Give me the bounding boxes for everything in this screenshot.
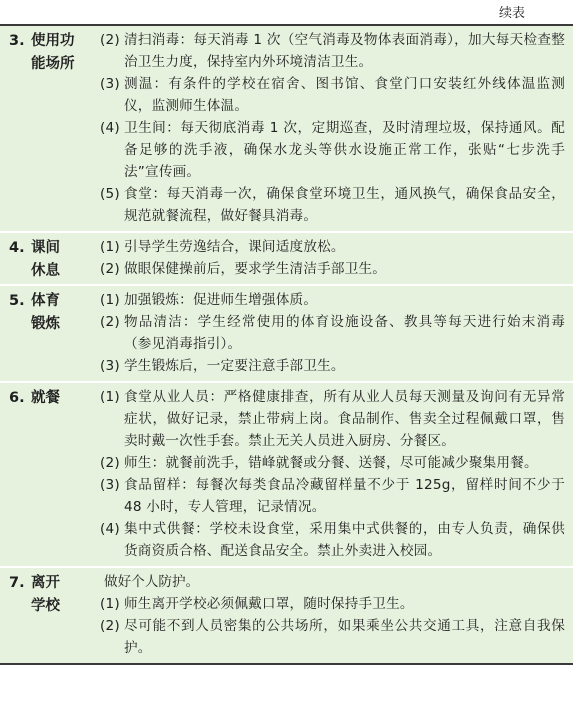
item-number: (3) <box>100 76 120 92</box>
item-number: (2) <box>100 314 120 330</box>
item-text: 集中式供餐：学校未设食堂，采用集中式供餐的，由专人负责，确保供货商资质合格、配送食品安全。禁止外卖进入校园。 <box>124 521 565 559</box>
item-text: 师生离开学校必须佩戴口罩，随时保持手卫生。 <box>124 596 414 612</box>
category-title-line2: 学校 <box>31 598 60 614</box>
item-text: 尽可能不到人员密集的公共场所，如果乘坐公共交通工具，注意自我保护。 <box>124 618 565 656</box>
item-text: 物品清洁：学生经常使用的体育设施设备、教具等每天进行始末消毒（参见消毒指引）。 <box>124 314 565 352</box>
item-text: 卫生间：每天彻底消毒 1 次，定期巡查，及时清理垃圾，保持通风。配备足够的洗手液，确保水龙头等供水设施正常工作，张贴“七步洗手法”宣传画。 <box>124 120 565 180</box>
item-number: (2) <box>100 618 120 634</box>
item-number: (2) <box>100 32 120 48</box>
category-number: 4. <box>9 240 25 256</box>
item-number: (1) <box>100 239 120 255</box>
category-cell <box>0 286 100 381</box>
category-title-line2: 能场所 <box>31 56 75 72</box>
item-number: (2) <box>100 261 120 277</box>
list-item <box>100 236 565 258</box>
item-text: 做眼保健操前后，要求学生清洁手部卫生。 <box>124 261 387 277</box>
items-cell <box>100 233 573 284</box>
category-cell <box>0 568 100 663</box>
items-cell <box>100 26 573 231</box>
item-text: 食堂：每天消毒一次，确保食堂环境卫生，通风换气，确保食品安全，规范就餐流程，做好餐具消毒。 <box>124 186 565 224</box>
items-cell <box>100 568 573 663</box>
category-title: 离开 <box>31 575 60 591</box>
table-row <box>0 568 573 663</box>
item-number: (1) <box>100 389 120 405</box>
item-number: (1) <box>100 596 120 612</box>
item-number: (3) <box>100 477 120 493</box>
list-item <box>100 474 565 518</box>
item-text: 测温：有条件的学校在宿舍、图书馆、食堂门口安装红外线体温监测仪，监测师生体温。 <box>124 76 565 114</box>
item-number: (2) <box>100 455 120 471</box>
list-item <box>100 593 565 615</box>
list-item <box>100 73 565 117</box>
item-number: (5) <box>100 186 120 202</box>
item-number: (4) <box>100 120 120 136</box>
category-title-line2: 锻炼 <box>31 316 60 332</box>
item-text: 引导学生劳逸结合，课间适度放松。 <box>124 239 345 255</box>
list-item <box>100 355 565 377</box>
category-title: 课间 <box>31 240 60 256</box>
items-cell <box>100 286 573 381</box>
list-item <box>100 289 565 311</box>
category-title: 体育 <box>31 293 60 309</box>
category-number: 7. <box>9 575 25 591</box>
table-row <box>0 26 573 233</box>
lead-text: 做好个人防护。 <box>104 574 200 590</box>
list-item <box>100 452 565 474</box>
category-cell <box>0 26 100 231</box>
list-item <box>100 615 565 659</box>
list-item <box>100 183 565 227</box>
category-cell <box>0 233 100 284</box>
item-text: 食品留样：每餐次每类食品冷藏留样量不少于 125g，留样时间不少于 48 小时，专人管理，记录情况。 <box>124 477 565 515</box>
table-row <box>0 286 573 383</box>
item-text: 清扫消毒：每天消毒 1 次（空气消毒及物体表面消毒），加大每天检查整治卫生力度，保持室内外环境清洁卫生。 <box>124 32 565 70</box>
item-text: 加强锻炼：促进师生增强体质。 <box>124 292 318 308</box>
category-title: 使用功 <box>31 33 75 49</box>
item-number: (1) <box>100 292 120 308</box>
category-title-line2: 休息 <box>31 263 60 279</box>
continued-table-label: 续表 <box>498 6 525 21</box>
item-number: (4) <box>100 521 120 537</box>
table-row <box>0 383 573 568</box>
item-number: (3) <box>100 358 120 374</box>
category-number: 3. <box>9 33 25 49</box>
item-text: 学生锻炼后，一定要注意手部卫生。 <box>124 358 345 374</box>
list-item <box>100 258 565 280</box>
category-number: 5. <box>9 293 25 309</box>
list-item <box>100 311 565 355</box>
list-item <box>100 29 565 73</box>
category-number: 6. <box>9 390 25 406</box>
table-row <box>0 233 573 286</box>
item-text: 师生：就餐前洗手，错峰就餐或分餐、送餐，尽可能减少聚集用餐。 <box>124 455 538 471</box>
category-cell <box>0 383 100 566</box>
list-item <box>100 518 565 562</box>
item-text: 食堂从业人员：严格健康排查，所有从业人员每天测量及询问有无异常症状，做好记录，禁止带病上岗。食品制作、售卖全过程佩戴口罩，售卖时戴一次性手套。禁止无关人员进入厨房、分餐区。 <box>124 389 565 449</box>
category-title: 就餐 <box>31 390 60 406</box>
items-cell <box>100 383 573 566</box>
list-item <box>100 117 565 183</box>
list-item <box>100 386 565 452</box>
guidelines-table <box>0 24 573 665</box>
